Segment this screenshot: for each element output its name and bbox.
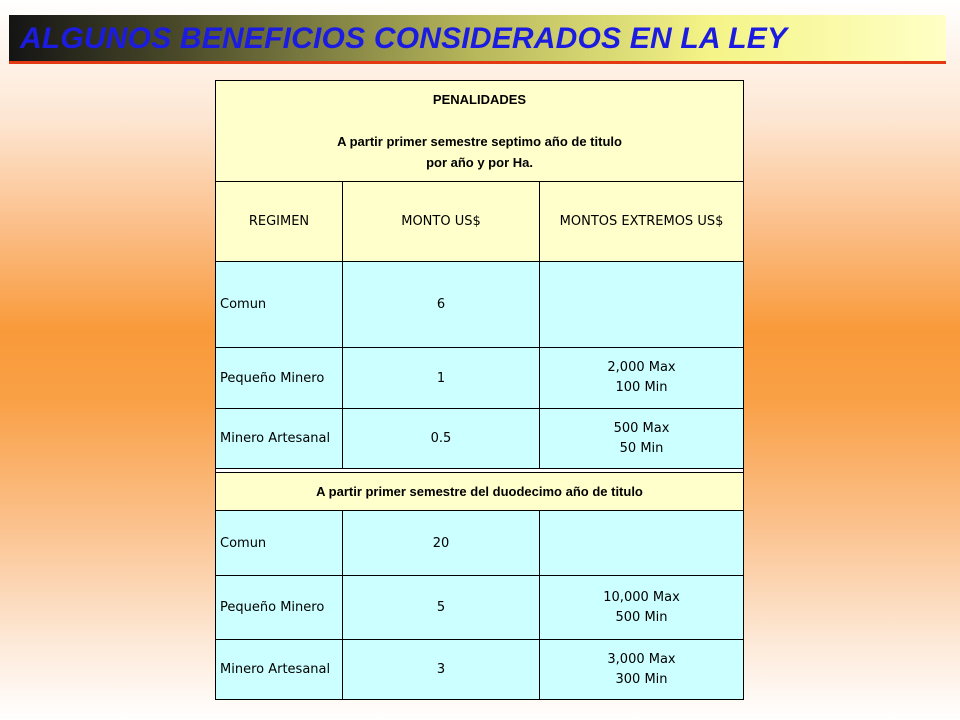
monto-cell: 6 [343, 262, 540, 348]
extremos-min: 300 Min [615, 671, 668, 687]
extremos-max: 500 Max [613, 420, 670, 436]
section1-header-row [216, 81, 744, 182]
monto-cell: 5 [343, 576, 540, 640]
section1-subheading-line1: A partir primer semestre septimo año de titulo [337, 134, 622, 149]
extremos-cell [540, 409, 744, 469]
table-row [216, 576, 744, 640]
table-row [216, 262, 744, 348]
section2-header-row [216, 473, 744, 511]
col-header-monto: MONTO US$ [343, 182, 540, 262]
page-title: ALGUNOS BENEFICIOS CONSIDERADOS EN LA LEY [20, 22, 788, 55]
regimen-cell: Minero Artesanal [216, 409, 343, 469]
section1-header [216, 81, 744, 182]
regimen-cell: Minero Artesanal [216, 640, 343, 700]
extremos-min: 100 Min [615, 380, 668, 395]
extremos-cell [540, 348, 744, 409]
table-row [216, 640, 744, 700]
table-row [216, 511, 744, 576]
extremos-max: 10,000 Max [603, 589, 680, 605]
title-underline [9, 61, 946, 64]
col-header-extremos: MONTOS EXTREMOS US$ [540, 182, 744, 262]
monto-cell: 0.5 [343, 409, 540, 469]
section2-heading: A partir primer semestre del duodecimo año de titulo [216, 473, 744, 511]
extremos-max: 3,000 Max [607, 651, 676, 667]
penalidades-table [215, 80, 744, 700]
section1-heading: PENALIDADES [432, 92, 527, 107]
monto-cell: 1 [343, 348, 540, 409]
title-bar [9, 15, 946, 61]
column-header-row [216, 182, 744, 262]
extremos-cell [540, 576, 744, 640]
extremos-cell [540, 640, 744, 700]
extremos-min: 500 Min [615, 609, 668, 625]
regimen-cell: Pequeño Minero [216, 348, 343, 409]
extremos-cell [540, 511, 744, 576]
col-header-regimen: REGIMEN [216, 182, 343, 262]
regimen-cell: Comun [216, 511, 343, 576]
table-row [216, 409, 744, 469]
regimen-cell: Pequeño Minero [216, 576, 343, 640]
extremos-max: 2,000 Max [607, 360, 676, 375]
monto-cell: 3 [343, 640, 540, 700]
table-row [216, 348, 744, 409]
regimen-cell: Comun [216, 262, 343, 348]
extremos-min: 50 Min [619, 440, 664, 456]
section1-subheading-line2: por año y por Ha. [426, 155, 533, 170]
extremos-cell [540, 262, 744, 348]
monto-cell: 20 [343, 511, 540, 576]
